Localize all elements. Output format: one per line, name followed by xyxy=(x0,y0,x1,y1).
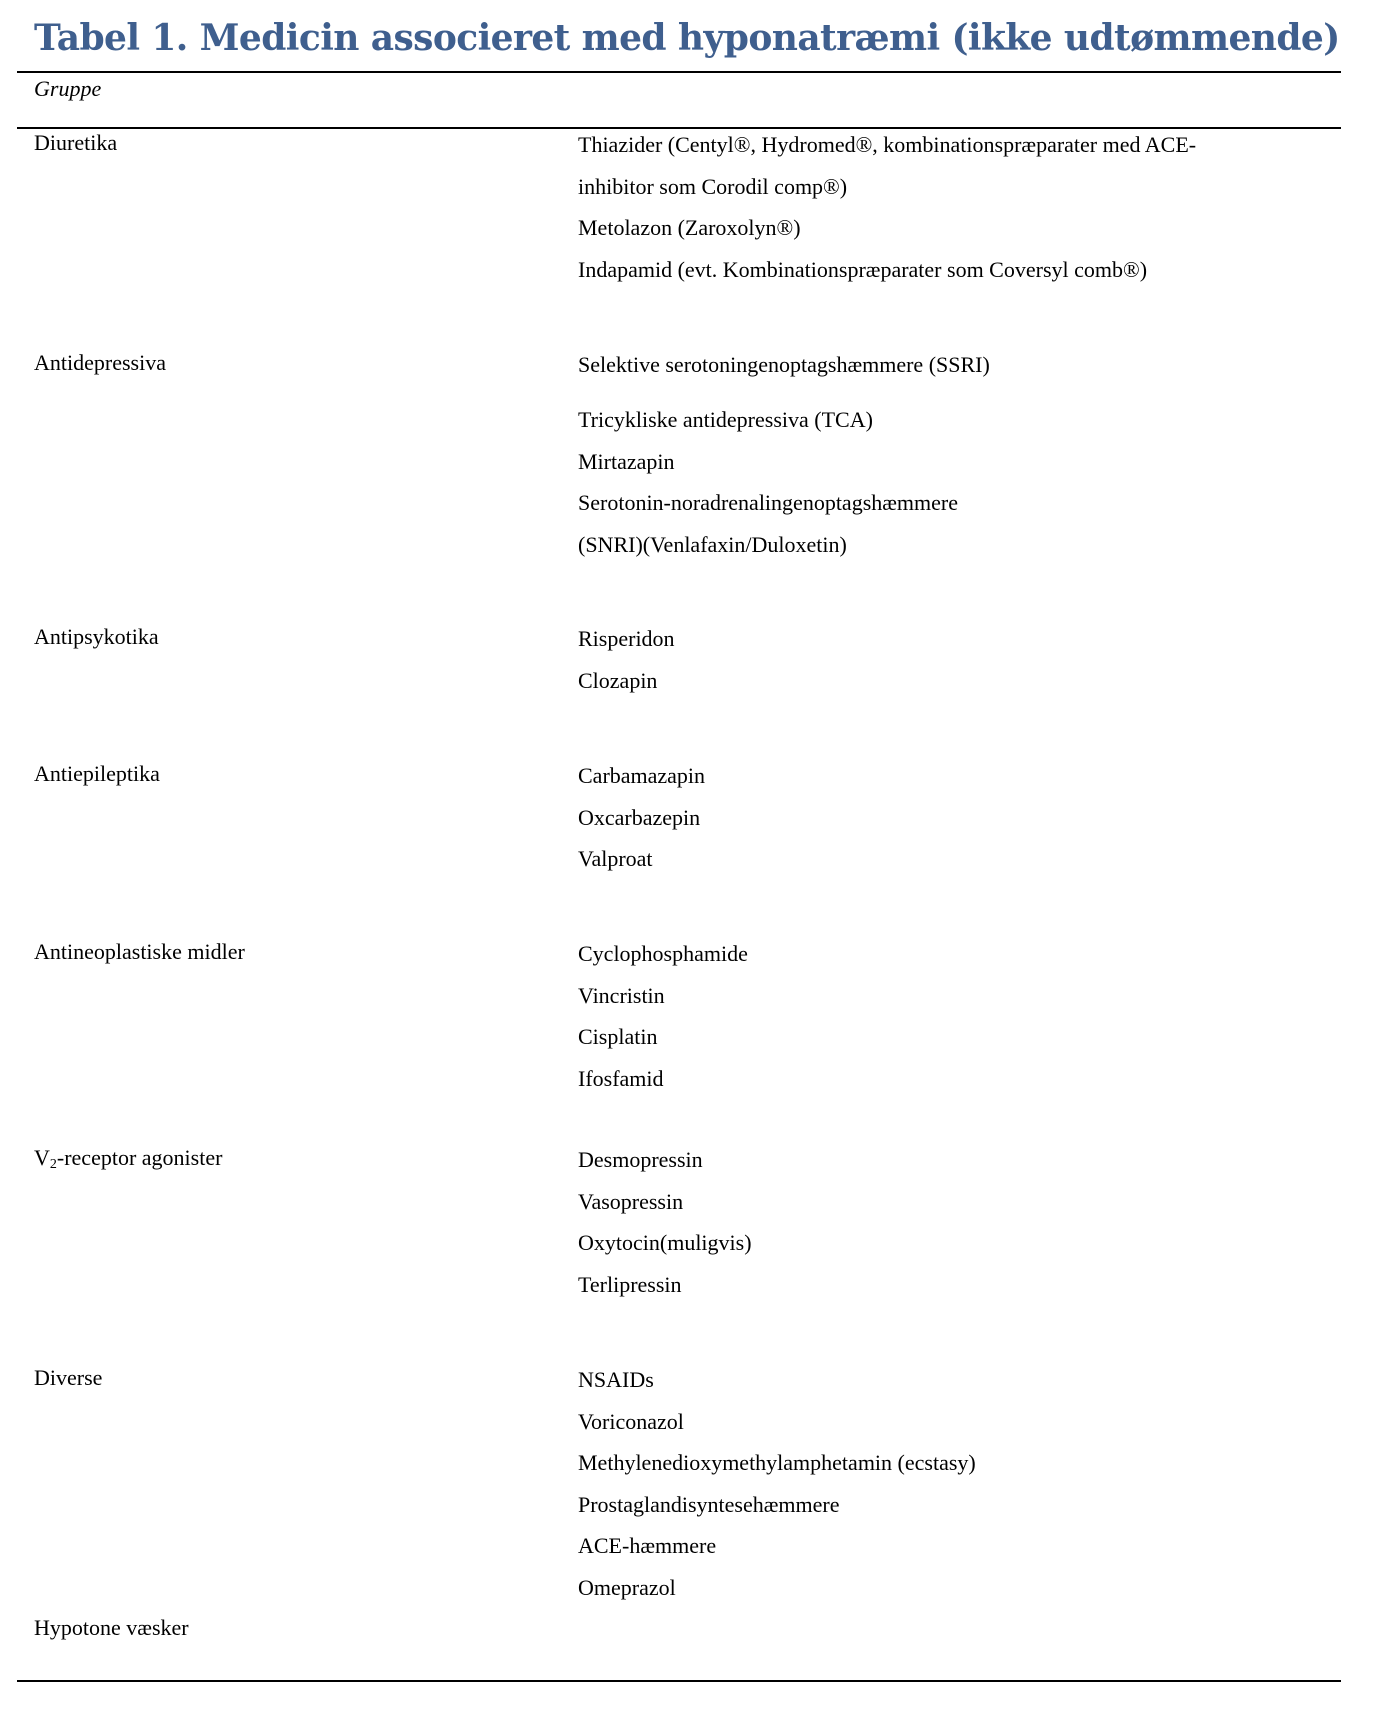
list-item: Oxytocin(muligvis) xyxy=(578,1230,752,1255)
list-item: (SNRI)(Venlafaxin/Duloxetin) xyxy=(578,531,847,557)
top-rule xyxy=(17,71,1341,73)
list-item: Valproat xyxy=(578,846,653,871)
list-item: Thiazider (Centyl®, Hydromed®, kombinationspræparater med ACE- xyxy=(578,132,1197,157)
group-antidepressiva-items xyxy=(578,399,958,565)
group-antineoplastiske-midler: Antineoplastiske midler xyxy=(34,939,245,964)
group-antineoplastiske-items xyxy=(578,933,748,1099)
group-v2-subscript: 2 xyxy=(49,1157,57,1172)
list-item: Mirtazapin xyxy=(578,448,675,474)
group-diuretika: Diuretika xyxy=(34,130,118,155)
group-v2-suffix: -receptor agonister xyxy=(56,1145,223,1170)
list-item: Carbamazapin xyxy=(578,763,706,788)
group-v2-items xyxy=(578,1139,752,1305)
bottom-rule xyxy=(17,1680,1341,1682)
group-antidepressiva-first-item xyxy=(578,344,990,386)
list-item: Methylenedioxymethylamphetamin (ecstasy) xyxy=(578,1450,976,1475)
group-antipsykotika: Antipsykotika xyxy=(34,624,159,649)
group-antipsykotika-items xyxy=(578,618,675,701)
group-v2-prefix: V xyxy=(34,1145,50,1170)
group-diverse: Diverse xyxy=(34,1365,103,1390)
list-item: inhibitor som Corodil comp®) xyxy=(578,173,848,199)
list-item: Risperidon xyxy=(578,626,675,651)
list-item: Omeprazol xyxy=(578,1574,676,1600)
list-item: Cyclophosphamide xyxy=(578,941,748,966)
list-item: Serotonin-noradrenalingenoptagshæmmere xyxy=(578,490,959,515)
group-v2-receptor-agonister xyxy=(34,1143,222,1180)
list-item: Prostaglandisyntesehæmmere xyxy=(578,1491,840,1517)
table-title: Tabel 1. Medicin associeret med hyponatræmi (ikke udtømmende) xyxy=(34,17,1340,59)
list-item: Cisplatin xyxy=(578,1024,658,1049)
list-item: NSAIDs xyxy=(578,1367,654,1392)
list-item: Metolazon (Zaroxolyn®) xyxy=(578,215,801,240)
group-antiepileptika: Antiepileptika xyxy=(34,761,160,786)
list-item: Vincristin xyxy=(578,982,665,1008)
list-item: ACE-hæmmere xyxy=(578,1533,717,1558)
list-item: Oxcarbazepin xyxy=(578,804,701,830)
list-item: Clozapin xyxy=(578,667,658,693)
list-item: Desmopressin xyxy=(578,1147,703,1172)
group-antiepileptika-items xyxy=(578,755,705,880)
list-item: Vasopressin xyxy=(578,1188,684,1214)
list-item: Terlipressin xyxy=(578,1271,682,1297)
list-item: Voriconazol xyxy=(578,1408,684,1434)
group-diverse-items xyxy=(578,1359,976,1608)
group-antidepressiva: Antidepressiva xyxy=(34,350,166,375)
list-item: Tricykliske antidepressiva (TCA) xyxy=(578,407,873,432)
list-item: Selektive serotoningenoptagshæmmere (SSRI) xyxy=(578,352,990,377)
group-diuretika-items xyxy=(578,124,1196,290)
list-item: Ifosfamid xyxy=(578,1065,664,1091)
column-header-gruppe: Gruppe xyxy=(34,76,102,101)
group-hypotone-vaesker: Hypotone væsker xyxy=(34,1615,189,1640)
list-item: Indapamid (evt. Kombinationspræparater som Coversyl comb®) xyxy=(578,256,1148,282)
